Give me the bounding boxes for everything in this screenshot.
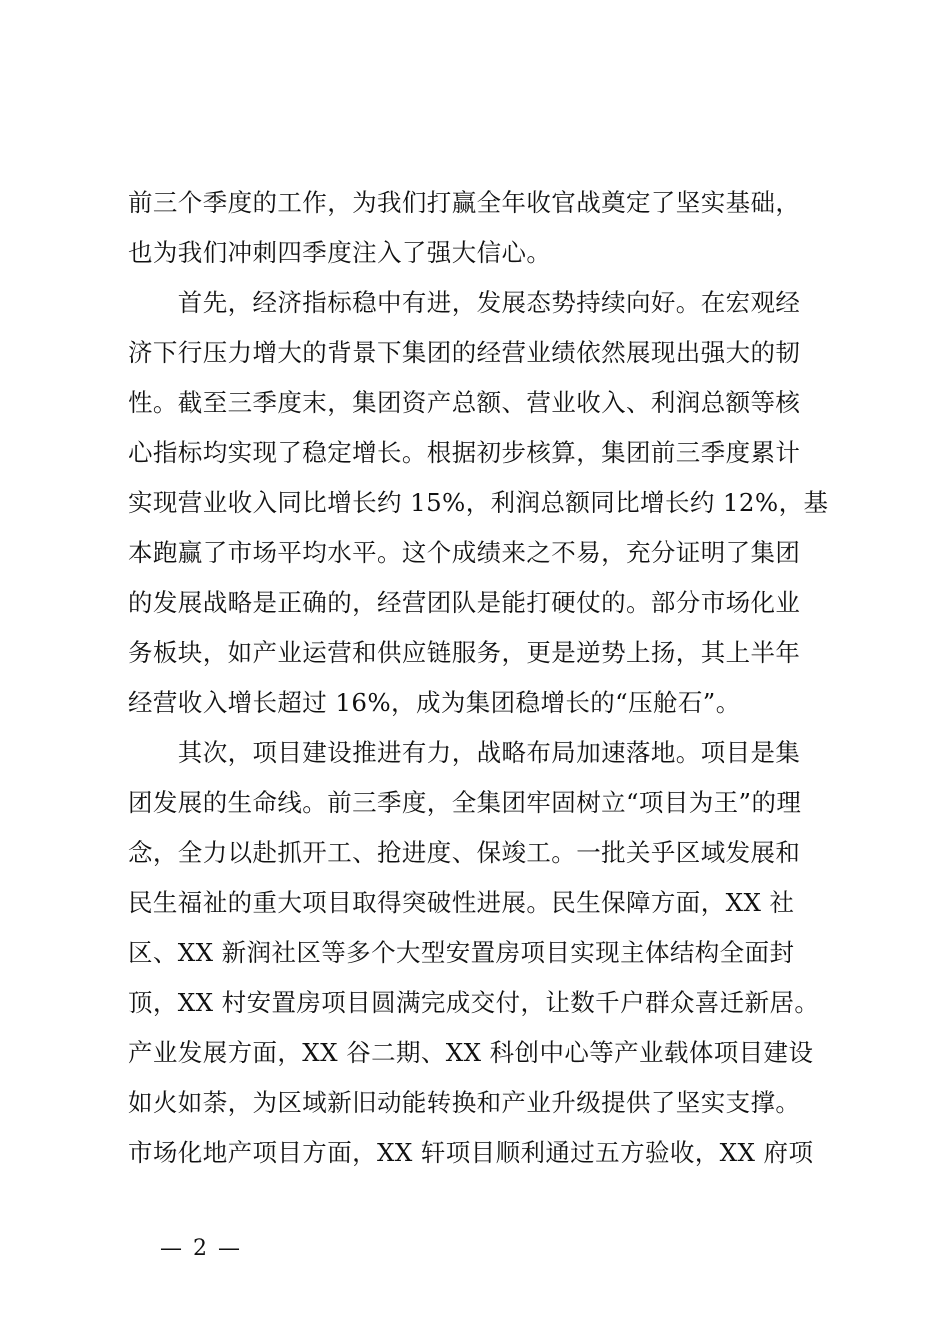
text-line: 其次，项目建设推进有力，战略布局加速落地。项目是集 [128, 738, 801, 767]
body-text [128, 178, 828, 1178]
text-line: 区、XX 新润社区等多个大型安置房项目实现主体结构全面封 [128, 938, 795, 967]
text-line: 心指标均实现了稳定增长。根据初步核算，集团前三季度累计 [128, 438, 801, 467]
text-line: 念，全力以赴抓开工、抢进度、保竣工。一批关乎区域发展和 [128, 838, 801, 867]
text-line: 产业发展方面，XX 谷二期、XX 科创中心等产业载体项目建设 [128, 1038, 814, 1067]
text-line: 市场化地产项目方面，XX 轩项目顺利通过五方验收，XX 府项 [128, 1138, 814, 1167]
text-line: 也为我们冲刺四季度注入了强大信心。 [128, 238, 552, 267]
page-number: — 2 — [160, 1236, 242, 1261]
text-line: 前三个季度的工作，为我们打赢全年收官战奠定了坚实基础， [128, 188, 801, 217]
text-line: 的发展战略是正确的，经营团队是能打硬仗的。部分市场化业 [128, 588, 801, 617]
text-line: 如火如荼，为区域新旧动能转换和产业升级提供了坚实支撑。 [128, 1088, 801, 1117]
text-line: 性。截至三季度末，集团资产总额、营业收入、利润总额等核 [128, 388, 801, 417]
text-line: 济下行压力增大的背景下集团的经营业绩依然展现出强大的韧 [128, 338, 801, 367]
text-line: 实现营业收入同比增长约 15%，利润总额同比增长约 12%，基 [128, 488, 829, 517]
text-line: 民生福祉的重大项目取得突破性进展。民生保障方面，XX 社 [128, 888, 795, 917]
text-line: 团发展的生命线。前三季度，全集团牢固树立“项目为王”的理 [128, 788, 802, 817]
text-line: 本跑赢了市场平均水平。这个成绩来之不易，充分证明了集团 [128, 538, 801, 567]
text-line: 务板块，如产业运营和供应链服务，更是逆势上扬，其上半年 [128, 638, 801, 667]
text-line: 首先，经济指标稳中有进，发展态势持续向好。在宏观经 [128, 288, 801, 317]
text-line: 顶，XX 村安置房项目圆满完成交付，让数千户群众喜迁新居。 [128, 988, 820, 1017]
text-line: 经营收入增长超过 16%，成为集团稳增长的“压舱石”。 [128, 688, 741, 717]
